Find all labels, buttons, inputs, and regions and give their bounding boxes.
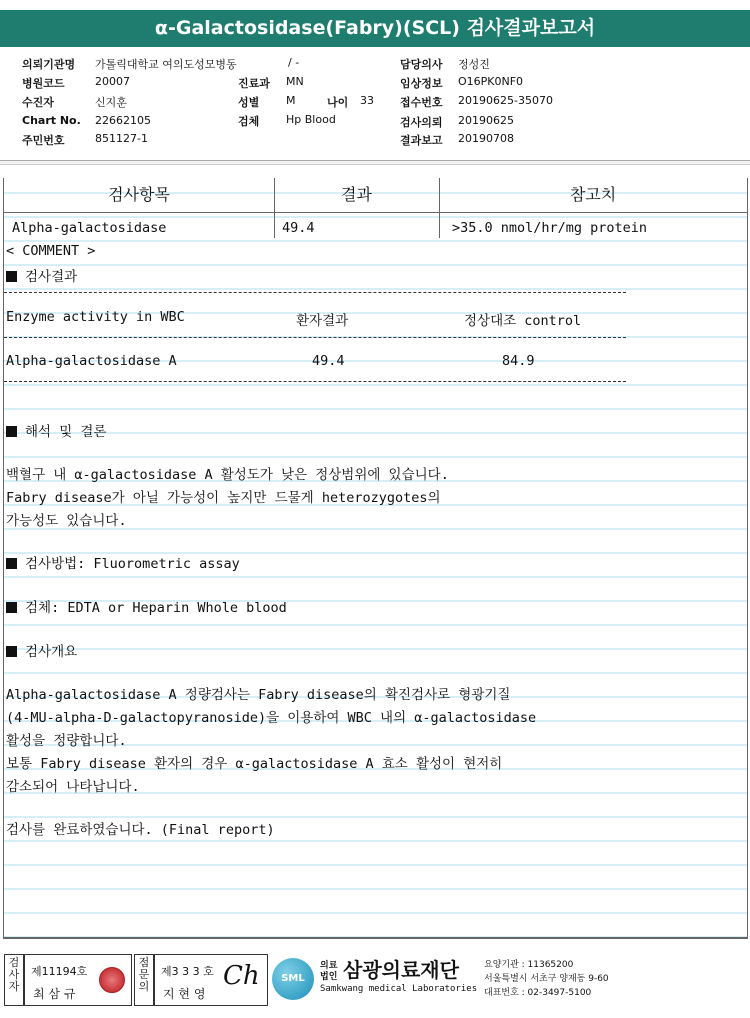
column-divider (274, 178, 275, 238)
request-value: 20190625 (458, 114, 514, 127)
tester-name: 최 삼 규 (33, 987, 76, 1001)
contact-line-3: 대표번호 : 02-3497-5100 (484, 988, 592, 998)
overview-heading (6, 640, 77, 660)
specimen-value: Hp Blood (286, 113, 336, 126)
patient-result-header: 환자결과 (296, 313, 349, 329)
report-bottom-border (3, 937, 748, 939)
patient-label: 수진자 (22, 96, 54, 109)
specimen-line (6, 596, 287, 616)
sml-logo-icon: SML (272, 958, 314, 1000)
enzyme-header: Enzyme activity in WBC (6, 309, 185, 325)
doctor-value: 정성진 (458, 58, 490, 71)
report-title: α-Galactosidase(Fabry)(SCL) 검사결과보고서 (0, 10, 750, 47)
enzyme-name: Alpha-galactosidase A (6, 353, 177, 369)
interpretation-line-1: 백혈구 내 α-galactosidase A 활성도가 낮은 정상범위에 있습니다. (6, 467, 449, 483)
overview-line-3: 활성을 정량합니다. (6, 733, 127, 749)
institution-label: 의뢰기관명 (22, 58, 76, 71)
method-line (6, 552, 240, 572)
confirm-name: 지 현 영 (163, 987, 206, 1001)
report-body (3, 178, 748, 937)
test-result-value: 49.4 (282, 220, 315, 236)
contact-line-1: 요양기관 : 11365200 (484, 960, 574, 970)
comment-heading: < COMMENT > (6, 243, 96, 259)
interpretation-line-3: 가능성도 있습니다. (6, 513, 127, 529)
result-section-heading (6, 265, 77, 285)
overview-title: 검사개요 (25, 644, 78, 660)
tester-license: 제11194호 (31, 965, 88, 978)
result-section-title: 검사결과 (25, 269, 78, 285)
test-item-name: Alpha-galactosidase (12, 220, 167, 236)
interpretation-title: 해석 및 결론 (25, 424, 107, 440)
specimen-text: 검체: EDTA or Heparin Whole blood (25, 600, 287, 616)
reception-label: 접수번호 (400, 96, 443, 109)
overview-line-2: (4-MU-alpha-D-galactopyranoside)을 이용하여 WBC 내의 α-galactosidase (6, 710, 537, 726)
tester-seal-icon (99, 967, 125, 993)
report-date-label: 결과보고 (400, 134, 443, 147)
clinical-label: 임상정보 (400, 77, 443, 90)
bullet-icon (6, 271, 17, 282)
dashed-divider (4, 292, 626, 293)
bullet-icon (6, 646, 17, 657)
interpretation-heading (6, 420, 106, 440)
reception-value: 20190625-35070 (458, 94, 553, 107)
dashed-divider (4, 381, 626, 382)
contact-line-2: 서울특별시 서초구 양재동 9-60 (484, 974, 609, 984)
bullet-icon (6, 602, 17, 613)
overview-line-4: 보통 Fabry disease 환자의 경우 α-galactosidase A 효소 활성이 현저히 (6, 756, 503, 772)
bullet-icon (6, 558, 17, 569)
bullet-icon (6, 426, 17, 437)
overview-line-5: 감소되어 나타납니다. (6, 779, 140, 795)
column-item-header: 검사항목 (108, 185, 170, 204)
org-english-name: Samkwang medical Laboratories (320, 984, 478, 994)
footer (0, 948, 750, 1008)
age-value: 33 (360, 94, 374, 107)
confirm-license: 제3 3 3 호 (161, 965, 214, 978)
dept-value: MN (286, 75, 304, 88)
age-label: 나이 (327, 96, 349, 109)
tester-label: 검사자 (4, 954, 24, 1006)
control-value: 84.9 (502, 353, 535, 369)
confirm-stamp-box (154, 954, 268, 1006)
dept-label: 진료과 (238, 77, 270, 90)
resident-label: 주민번호 (22, 134, 65, 147)
column-result-header: 결과 (341, 185, 372, 204)
test-reference-range: >35.0 nmol/hr/mg protein (452, 220, 648, 236)
clinical-value: O16PK0NF0 (458, 75, 524, 88)
signature-mark: Ch (223, 961, 260, 991)
header-divider (0, 160, 750, 165)
request-label: 검사의뢰 (400, 116, 443, 129)
interpretation-line-2: Fabry disease가 아닐 가능성이 높지만 드물게 heterozygotes의 (6, 490, 441, 506)
report-date-value: 20190708 (458, 132, 514, 145)
final-report-note: 검사를 완료하였습니다. (Final report) (6, 822, 275, 838)
overview-line-1: Alpha-galactosidase A 정량검사는 Fabry disease의 확진검사로 형광기질 (6, 687, 511, 703)
header-info (0, 52, 750, 152)
column-reference-header: 참고치 (569, 185, 617, 204)
chart-label: Chart No. (22, 114, 81, 127)
column-divider (439, 178, 440, 238)
institution-value: 가톨릭대학교 여의도성모병동 (95, 58, 237, 71)
doctor-label: 담당의사 (400, 58, 443, 71)
org-prefix-top: 의료 (320, 961, 338, 971)
control-header: 정상대조 control (464, 313, 582, 329)
ward-value: / - (288, 56, 300, 69)
sex-value: M (286, 94, 296, 107)
dashed-divider (4, 337, 626, 338)
hospital-code-label: 병원코드 (22, 77, 65, 90)
sex-label: 성별 (238, 96, 260, 109)
org-prefix-bottom: 법인 (320, 972, 338, 982)
tester-stamp-box (24, 954, 132, 1006)
chart-value: 22662105 (95, 114, 151, 127)
table-header-line (4, 212, 747, 213)
resident-value: 851127-1 (95, 132, 148, 145)
confirm-label: 점문의 (134, 954, 154, 1006)
specimen-label: 검체 (238, 115, 260, 128)
method-text: 검사방법: Fluorometric assay (25, 556, 240, 572)
patient-value: 49.4 (312, 353, 345, 369)
patient-value: 신지훈 (95, 96, 127, 109)
hospital-code-value: 20007 (95, 75, 130, 88)
org-name: 삼광의료재단 (343, 958, 459, 982)
